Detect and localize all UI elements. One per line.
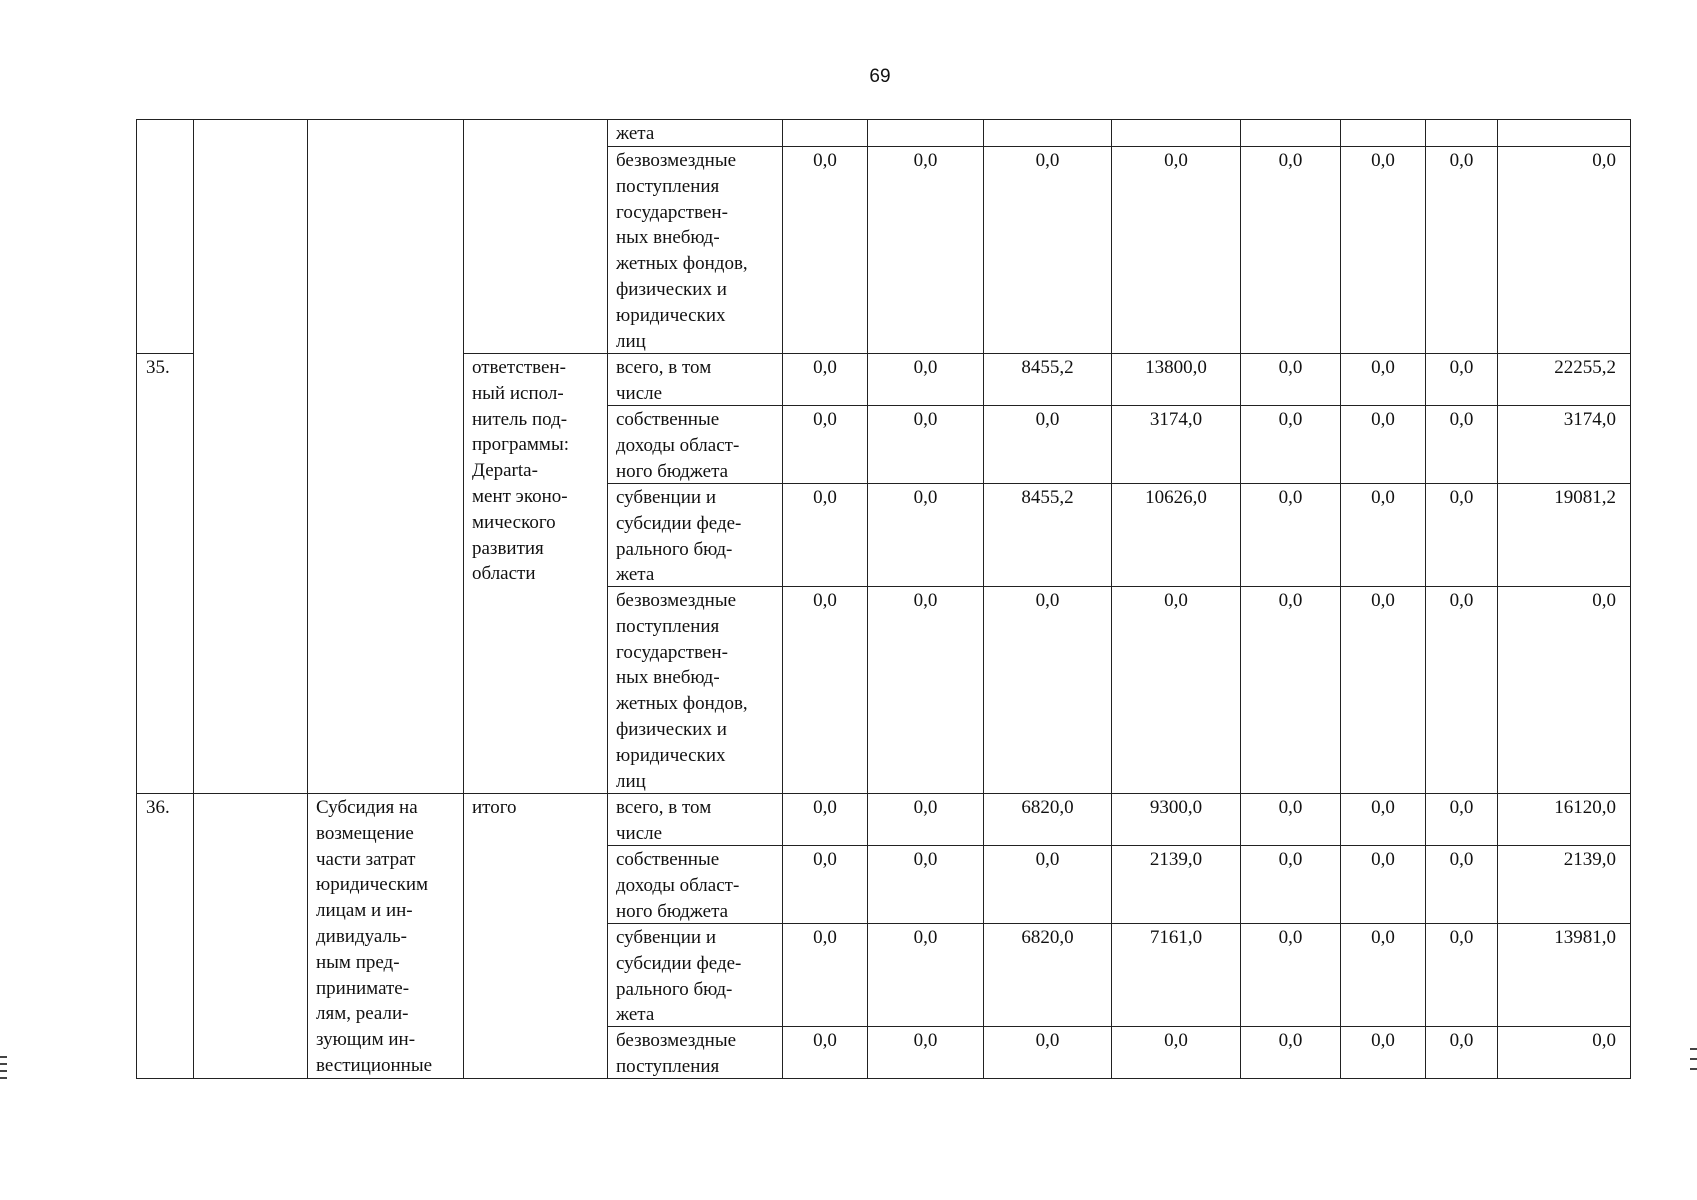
value-cell: 0,0	[1240, 923, 1341, 1027]
value-cell: 0,0	[1340, 146, 1426, 354]
value-cell: 8455,2	[983, 483, 1112, 587]
value-cell: 0,0	[1340, 586, 1426, 794]
value-cell: 0,0	[1111, 1026, 1241, 1079]
value-cell: 2139,0	[1111, 845, 1241, 924]
empty-cell	[193, 793, 308, 1079]
value-cell: 0,0	[1497, 586, 1631, 794]
value-cell: 0,0	[1240, 405, 1341, 484]
value-cell: 0,0	[1340, 793, 1426, 846]
value-cell: 0,0	[1240, 793, 1341, 846]
funding-source-cell: безвозмездные поступления государствен- ных внебюд- жетных фондов, физических и юридических лиц	[607, 146, 783, 354]
value-cell: 22255,2	[1497, 353, 1631, 406]
margin-mark	[0, 1070, 7, 1072]
value-cell: 0,0	[867, 405, 984, 484]
margin-mark	[0, 1077, 7, 1079]
page-number: 69	[869, 66, 891, 87]
value-cell: 0,0	[983, 1026, 1112, 1079]
value-cell: 7161,0	[1111, 923, 1241, 1027]
value-cell: 0,0	[1340, 483, 1426, 587]
funding-source-cell: субвенции и субсидии феде- рального бюд- жета	[607, 923, 783, 1027]
value-cell: 0,0	[1497, 1026, 1631, 1079]
value-cell: 0,0	[867, 793, 984, 846]
value-cell: 0,0	[867, 845, 984, 924]
value-cell: 0,0	[1425, 483, 1498, 587]
funding-source-cell: всего, в том числе	[607, 353, 783, 406]
value-cell: 0,0	[1425, 146, 1498, 354]
value-cell: 0,0	[782, 1026, 868, 1079]
funding-source-cell: безвозмездные поступления	[607, 1026, 783, 1079]
row-number-cell: 35.	[136, 353, 194, 794]
value-cell: 0,0	[983, 405, 1112, 484]
value-cell: 8455,2	[983, 353, 1112, 406]
value-cell: 0,0	[1240, 586, 1341, 794]
value-cell: 0,0	[1340, 1026, 1426, 1079]
measure-name-cell: Субсидия на возмещение части затрат юридическим лицам и ин- дивидуаль- ным пред- принимате- лям, реали- зующим ин- вестиционные	[307, 793, 464, 1079]
value-cell: 0,0	[1240, 483, 1341, 587]
value-cell: 0,0	[1111, 586, 1241, 794]
value-cell: 0,0	[1240, 845, 1341, 924]
value-cell: 0,0	[867, 1026, 984, 1079]
value-cell: 0,0	[867, 146, 984, 354]
value-cell: 0,0	[983, 845, 1112, 924]
row-number-cell: 36.	[136, 793, 194, 1079]
funding-source-cell: субвенции и субсидии феде- рального бюд- жета	[607, 483, 783, 587]
value-cell: 0,0	[867, 483, 984, 587]
value-cell: 13800,0	[1111, 353, 1241, 406]
value-cell: 0,0	[1240, 353, 1341, 406]
value-cell: 16120,0	[1497, 793, 1631, 846]
funding-source-cell: всего, в том числе	[607, 793, 783, 846]
value-cell: 0,0	[1425, 923, 1498, 1027]
value-cell: 0,0	[1340, 405, 1426, 484]
funding-source-cell: жета	[607, 119, 783, 147]
value-cell: 0,0	[1425, 1026, 1498, 1079]
value-cell: 0,0	[867, 923, 984, 1027]
value-cell: 9300,0	[1111, 793, 1241, 846]
value-cell: 0,0	[782, 483, 868, 587]
value-cell: 0,0	[1340, 845, 1426, 924]
value-cell: 13981,0	[1497, 923, 1631, 1027]
margin-mark	[1690, 1068, 1697, 1070]
value-cell: 0,0	[1425, 845, 1498, 924]
value-cell: 0,0	[1340, 353, 1426, 406]
value-cell: 0,0	[1425, 586, 1498, 794]
margin-mark	[1690, 1058, 1697, 1060]
executor-cell: ответствен- ный испол- нитель под- программы: Деparta- мент эконо- мического развития области	[463, 353, 608, 794]
value-cell: 0,0	[1240, 1026, 1341, 1079]
executor-cell: итого	[463, 793, 608, 1079]
value-cell: 0,0	[782, 923, 868, 1027]
empty-cell	[463, 119, 608, 354]
value-cell: 0,0	[1240, 146, 1341, 354]
value-cell	[983, 119, 1112, 147]
value-cell: 0,0	[1497, 146, 1631, 354]
value-cell: 0,0	[1425, 353, 1498, 406]
empty-cell	[307, 119, 464, 794]
funding-source-cell: безвозмездные поступления государствен- ных внебюд- жетных фондов, физических и юридических лиц	[607, 586, 783, 794]
empty-cell	[193, 119, 308, 794]
value-cell: 0,0	[782, 353, 868, 406]
value-cell: 6820,0	[983, 923, 1112, 1027]
funding-source-cell: собственные доходы област- ного бюджета	[607, 845, 783, 924]
value-cell	[867, 119, 984, 147]
value-cell: 3174,0	[1111, 405, 1241, 484]
value-cell	[1425, 119, 1498, 147]
value-cell: 0,0	[782, 405, 868, 484]
value-cell	[1497, 119, 1631, 147]
value-cell	[782, 119, 868, 147]
value-cell: 6820,0	[983, 793, 1112, 846]
value-cell: 0,0	[782, 793, 868, 846]
value-cell: 0,0	[782, 845, 868, 924]
value-cell	[1340, 119, 1426, 147]
margin-mark	[0, 1063, 7, 1065]
value-cell: 0,0	[1425, 793, 1498, 846]
margin-mark	[0, 1056, 7, 1058]
value-cell: 0,0	[983, 586, 1112, 794]
value-cell: 0,0	[782, 146, 868, 354]
value-cell: 10626,0	[1111, 483, 1241, 587]
value-cell: 0,0	[782, 586, 868, 794]
value-cell: 19081,2	[1497, 483, 1631, 587]
margin-mark	[1690, 1048, 1697, 1050]
value-cell: 0,0	[1425, 405, 1498, 484]
value-cell: 0,0	[983, 146, 1112, 354]
value-cell: 0,0	[1340, 923, 1426, 1027]
value-cell	[1240, 119, 1341, 147]
value-cell: 0,0	[867, 353, 984, 406]
value-cell: 0,0	[1111, 146, 1241, 354]
value-cell: 2139,0	[1497, 845, 1631, 924]
row-number-cell	[136, 119, 194, 354]
value-cell: 3174,0	[1497, 405, 1631, 484]
funding-source-cell: собственные доходы област- ного бюджета	[607, 405, 783, 484]
value-cell	[1111, 119, 1241, 147]
value-cell: 0,0	[867, 586, 984, 794]
